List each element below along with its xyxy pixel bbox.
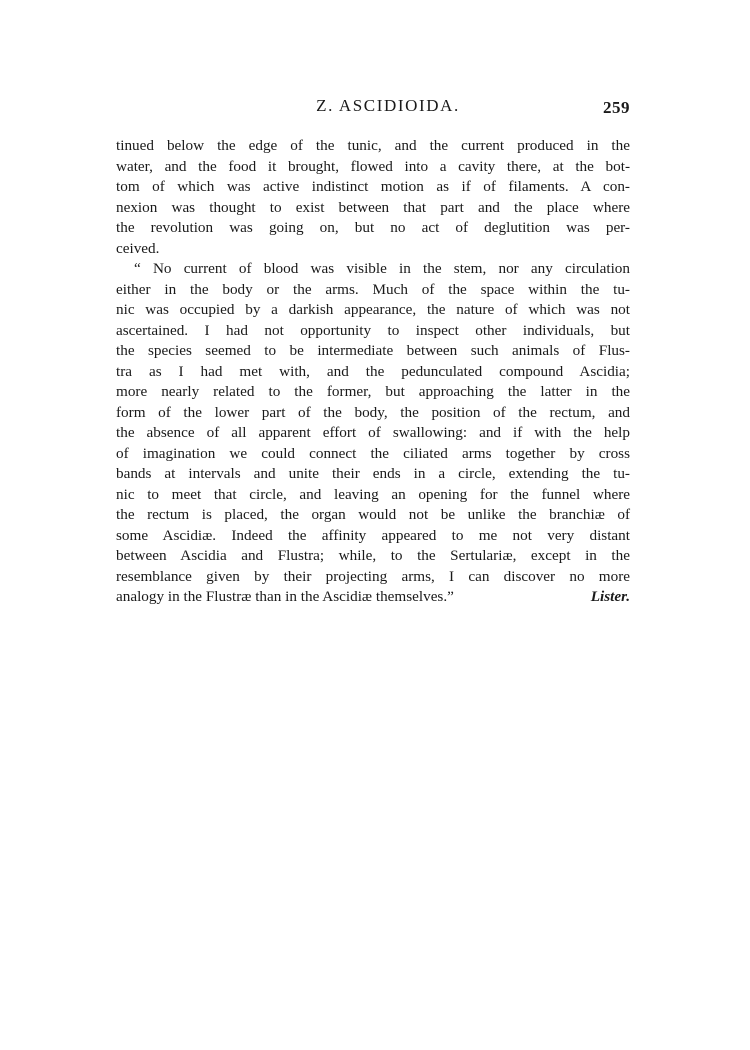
text-line: “ No current of blood was visible in the stem, nor any circulation <box>134 260 630 277</box>
text-line: bands at intervals and unite their ends in a circle, extending the tu- <box>116 465 630 482</box>
text-line: the species seemed to be intermediate between such animals of Flus- <box>116 342 630 359</box>
final-line <box>116 587 630 608</box>
text-line: the rectum is placed, the organ would not be unlike the branchiæ of <box>116 506 630 523</box>
text-line: the revolution was going on, but no act of deglutition was per- <box>116 219 630 236</box>
text-line: nexion was thought to exist between that part and the place where <box>116 198 630 216</box>
text-line: ascertained. I had not opportunity to inspect other individuals, but <box>116 321 630 339</box>
body-text <box>116 136 630 608</box>
text-line: tinued below the edge of the tunic, and the current produced in the <box>116 137 630 154</box>
final-line-text: analogy in the Flustræ than in the Ascidiæ themselves.” <box>116 588 454 605</box>
page-number: 259 <box>603 98 630 117</box>
running-title: Z. ASCIDIOIDA. <box>316 96 460 115</box>
text-line: nic was occupied by a darkish appearance, the nature of which was not <box>116 301 630 318</box>
text-line: form of the lower part of the body, the position of the rectum, and <box>116 403 630 421</box>
text-line: some Ascidiæ. Indeed the affinity appeared to me not very distant <box>116 526 630 544</box>
attribution-signature: Lister. <box>590 588 630 605</box>
text-line: tom of which was active indistinct motion as if of filaments. A con- <box>116 178 630 195</box>
text-line: between Ascidia and Flustra; while, to the Sertulariæ, except in the <box>116 547 630 564</box>
running-head <box>116 96 630 122</box>
text-line: ceived. <box>116 239 160 257</box>
text-line: water, and the food it brought, flowed into a cavity there, at the bot- <box>116 157 630 175</box>
text-line: resemblance given by their projecting arms, I can discover no more <box>116 567 630 585</box>
text-line: of imagination we could connect the ciliated arms together by cross <box>116 444 630 462</box>
text-line: nic to meet that circle, and leaving an opening for the funnel where <box>116 485 630 503</box>
text-line: more nearly related to the former, but approaching the latter in the <box>116 383 630 400</box>
text-line: tra as I had met with, and the pedunculated compound Ascidia; <box>116 362 630 380</box>
text-line: either in the body or the arms. Much of the space within the tu- <box>116 280 630 298</box>
text-line: the absence of all apparent effort of swallowing: and if with the help <box>116 424 630 441</box>
